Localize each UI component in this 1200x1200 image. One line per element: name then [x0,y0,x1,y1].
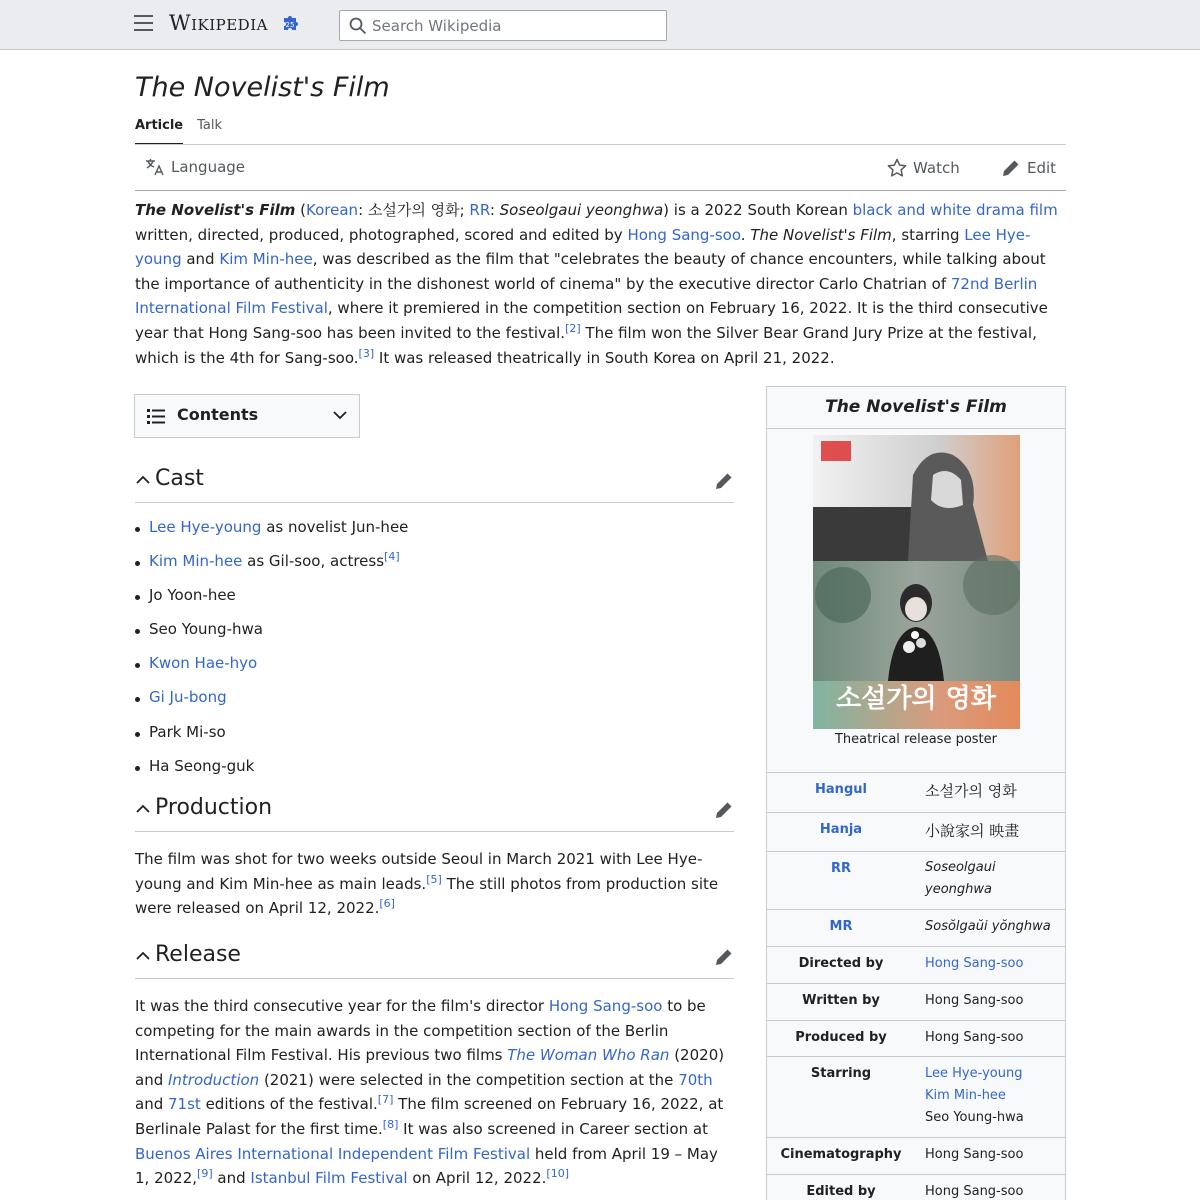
watch-label: Watch [913,159,960,177]
ref-9[interactable]: [9] [197,1167,213,1181]
puzzle-logo-icon [280,12,300,34]
release-text: It was also screened in Career section at [398,1119,708,1138]
section-heading-cast [135,463,734,503]
infobox-row-directed-by [767,946,1065,983]
contents-label: Contents [177,405,259,424]
intro-text: written, directed, produced, photographed, scored and edited by [135,225,628,244]
poster-caption: Theatrical release poster [834,732,997,747]
infobox-key-link[interactable]: MR [829,919,853,934]
edit-section-pencil-icon[interactable] [714,800,734,820]
ref-2[interactable]: [2] [565,321,581,335]
chevron-down-icon [333,410,347,420]
top-header [0,0,1200,50]
infobox-value-link[interactable]: Kim Min-hee [925,1088,1006,1103]
cast-text: as Gil-soo, actress [242,552,385,571]
cast-text: Ha Seong-guk [149,756,255,775]
infobox-value: 小說家의 映畫 [925,822,1020,840]
main-menu-icon[interactable] [134,15,153,31]
release-text: (2021) were selected in the competition section at the [259,1070,679,1089]
link-lee-hye-young[interactable]: Lee Hye-young [135,225,1031,269]
ref-10[interactable]: [10] [546,1167,569,1181]
infobox-row-mr [767,909,1065,946]
section-heading-production [135,792,734,832]
production-heading: Production [155,795,273,820]
link-director[interactable]: Hong Sang-soo [627,225,741,244]
infobox-title: The Novelist's Film [767,387,1065,429]
infobox-value: Sosŏlgaŭi yŏnghwa [925,919,1051,934]
intro-title: The Novelist's Film [135,201,296,219]
infobox-value-link[interactable]: Hong Sang-soo [925,956,1024,971]
link-genre[interactable]: black and white drama film [852,201,1058,219]
svg-text:25: 25 [285,21,295,29]
link-the-woman-who-ran[interactable]: The Woman Who Ran [507,1046,670,1065]
release-text: (2020) and [135,1046,725,1089]
infobox-value: Hong Sang-soo [925,1184,1024,1199]
intro-text: ) is a 2022 South Korean [663,201,853,219]
edit-section-pencil-icon[interactable] [714,947,734,967]
watch-button[interactable] [887,158,960,178]
search-box[interactable] [339,10,667,41]
intro-text: , was described as the film that "celebrates the beauty of chance encounters, while talking about the importance of authenticity in the dishonest world of cinema" by the executive director Carlo Chatrian of [135,250,1046,293]
production-text: The film was shot for two weeks outside Seoul in March 2021 with Lee Hye-young and Kim Min-hee as main leads. [135,850,703,893]
production-paragraph [135,847,734,921]
chevron-up-icon[interactable] [136,951,150,961]
cast-text: as novelist Jun-hee [261,518,409,536]
link-director[interactable]: Hong Sang-soo [548,997,663,1015]
intro-paragraph [135,198,1067,370]
release-text: It was the third consecutive year for the film's director [135,997,549,1015]
infobox-key: Starring [810,1066,872,1081]
cast-link[interactable]: Gi Ju-bong [149,688,227,707]
list-item [149,586,408,620]
link-istanbul-festival[interactable]: Istanbul Film Festival [250,1169,408,1188]
infobox-key: Cinematography [780,1147,902,1162]
release-text: and [212,1169,251,1188]
link-rr[interactable]: RR [469,201,490,219]
page-tabs [135,118,236,145]
search-input[interactable] [372,11,662,40]
poster-title: 소설가의 영화 [836,684,996,714]
list-item [149,757,408,791]
link-berlin-festival[interactable]: 72nd Berlin International Film Festival [135,274,1038,318]
infobox-key-link[interactable]: Hanja [819,822,863,837]
list-item [149,688,408,722]
cast-text: Park Mi-so [149,722,226,741]
section-heading-release [135,939,734,979]
release-text: held from April 19 – May 1, 2022, [135,1144,718,1188]
cast-text: Jo Yoon-hee [149,586,236,605]
poster-image[interactable] [813,435,1020,729]
infobox-key-link[interactable]: Hangul [815,782,867,797]
intro-text: ( [295,201,307,219]
infobox-value: 소설가의 영화 [925,782,1017,800]
infobox-row-rr [767,851,1065,909]
infobox-starring-values [925,1063,1060,1129]
edit-section-pencil-icon[interactable] [714,471,734,491]
poster-artwork [813,435,1020,729]
language-button[interactable] [145,158,245,176]
infobox-row-cinematography [767,1137,1065,1174]
intro-text: The film won the Silver Bear Grand Jury Prize at the festival, which is the 4th for Sang-soo. [135,323,1037,367]
cast-link[interactable]: Lee Hye-young [149,518,262,536]
release-paragraph [135,994,734,1191]
infobox-row-hangul [767,772,1065,812]
cast-link[interactable]: Kim Min-hee [149,552,243,571]
ref-3[interactable]: [3] [358,346,375,360]
link-introduction[interactable]: Introduction [168,1070,260,1089]
production-text: The still photos from production site were released on April 12, 2022. [135,874,719,918]
intro-text: : 소설가의 영화; [358,201,470,219]
translate-icon [145,158,165,176]
ref-5[interactable]: [5] [426,872,442,886]
edit-label: Edit [1027,159,1057,177]
infobox-row-written-by [767,983,1065,1020]
star-icon [887,158,907,178]
infobox-value: Hong Sang-soo [925,993,1024,1008]
release-text: on April 12, 2022. [407,1169,547,1188]
intro-romanization: Soseolgaui yeonghwa [499,201,664,219]
chevron-up-icon[interactable] [136,804,150,814]
link-korean[interactable]: Korean [306,201,359,219]
cast-link[interactable]: Kwon Hae-hyo [149,654,258,673]
infobox-rows [767,759,1065,1200]
intro-title-italic: The Novelist's Film [750,225,892,244]
cast-list [149,518,408,791]
ref-4[interactable]: [4] [384,550,400,564]
search-icon [349,17,367,35]
list-item [149,620,408,654]
infobox-key: Directed by [798,956,884,971]
infobox-value-link[interactable]: Lee Hye-young [925,1066,1023,1081]
release-heading: Release [155,942,241,967]
link-kim-min-hee[interactable]: Kim Min-hee [219,250,313,269]
link-71st[interactable]: 71st [168,1095,201,1114]
tab-article[interactable]: Article [135,118,183,145]
infobox-key: Edited by [806,1184,876,1199]
infobox-row-edited-by [767,1174,1065,1200]
link-70th[interactable]: 70th [678,1070,713,1089]
infobox-key-link[interactable]: RR [830,861,852,876]
intro-text: and [181,250,220,269]
release-text: and [135,1095,168,1114]
ref-6[interactable]: [6] [379,897,395,911]
list-item [149,654,408,688]
list-item [149,518,408,552]
wikipedia-logo[interactable]: Wikipedia [169,11,268,35]
infobox-row-hanja [767,812,1065,851]
release-text: to be competing for the main awards in the competition section of the Berlin International Film Festival. His previous two films [135,997,706,1065]
tab-talk[interactable]: Talk [197,118,223,133]
infobox-value: Hong Sang-soo [925,1147,1024,1162]
link-buenos-aires-festival[interactable]: Buenos Aires International Independent Film Festival [135,1144,531,1163]
infobox-row-starring [767,1056,1065,1137]
ref-8[interactable]: [8] [382,1117,399,1131]
infobox-key: Produced by [795,1030,887,1045]
intro-text: , where it premiered in the competition section on February 16, 2022. It is the third consecutive year that Hong Sang-soo has been invited to the festival. [135,299,1048,342]
infobox-key: Written by [802,993,880,1008]
infobox-value: Hong Sang-soo [925,1030,1024,1045]
infobox-value: Seo Young-hwa [925,1110,1024,1125]
release-text: The film screened on February 16, 2022, at Berlinale Palast for the first time. [135,1095,724,1138]
pencil-icon [1001,158,1021,178]
contents-toggle[interactable] [134,394,360,438]
list-item [149,723,408,757]
language-label: Language [171,158,246,176]
infobox [766,386,1066,1200]
intro-text: . [740,225,751,244]
intro-text: It was released theatrically in South Korea on April 21, 2022. [374,348,835,367]
intro-text: : [489,201,500,219]
edit-button[interactable] [1001,158,1056,178]
cast-text: Seo Young-hwa [149,620,263,639]
infobox-value: Soseolgaui yeonghwa [925,860,996,897]
list-item [149,552,408,586]
page-actions-bar [135,145,1066,191]
intro-text: , starring [891,225,965,244]
release-text: editions of the festival. [200,1095,378,1114]
infobox-row-produced-by [767,1020,1065,1056]
cast-heading: Cast [155,466,204,491]
ref-7[interactable]: [7] [377,1093,394,1107]
chevron-up-icon[interactable] [136,475,150,485]
list-icon [147,409,165,424]
page-title: The Novelist's Film [135,72,390,103]
